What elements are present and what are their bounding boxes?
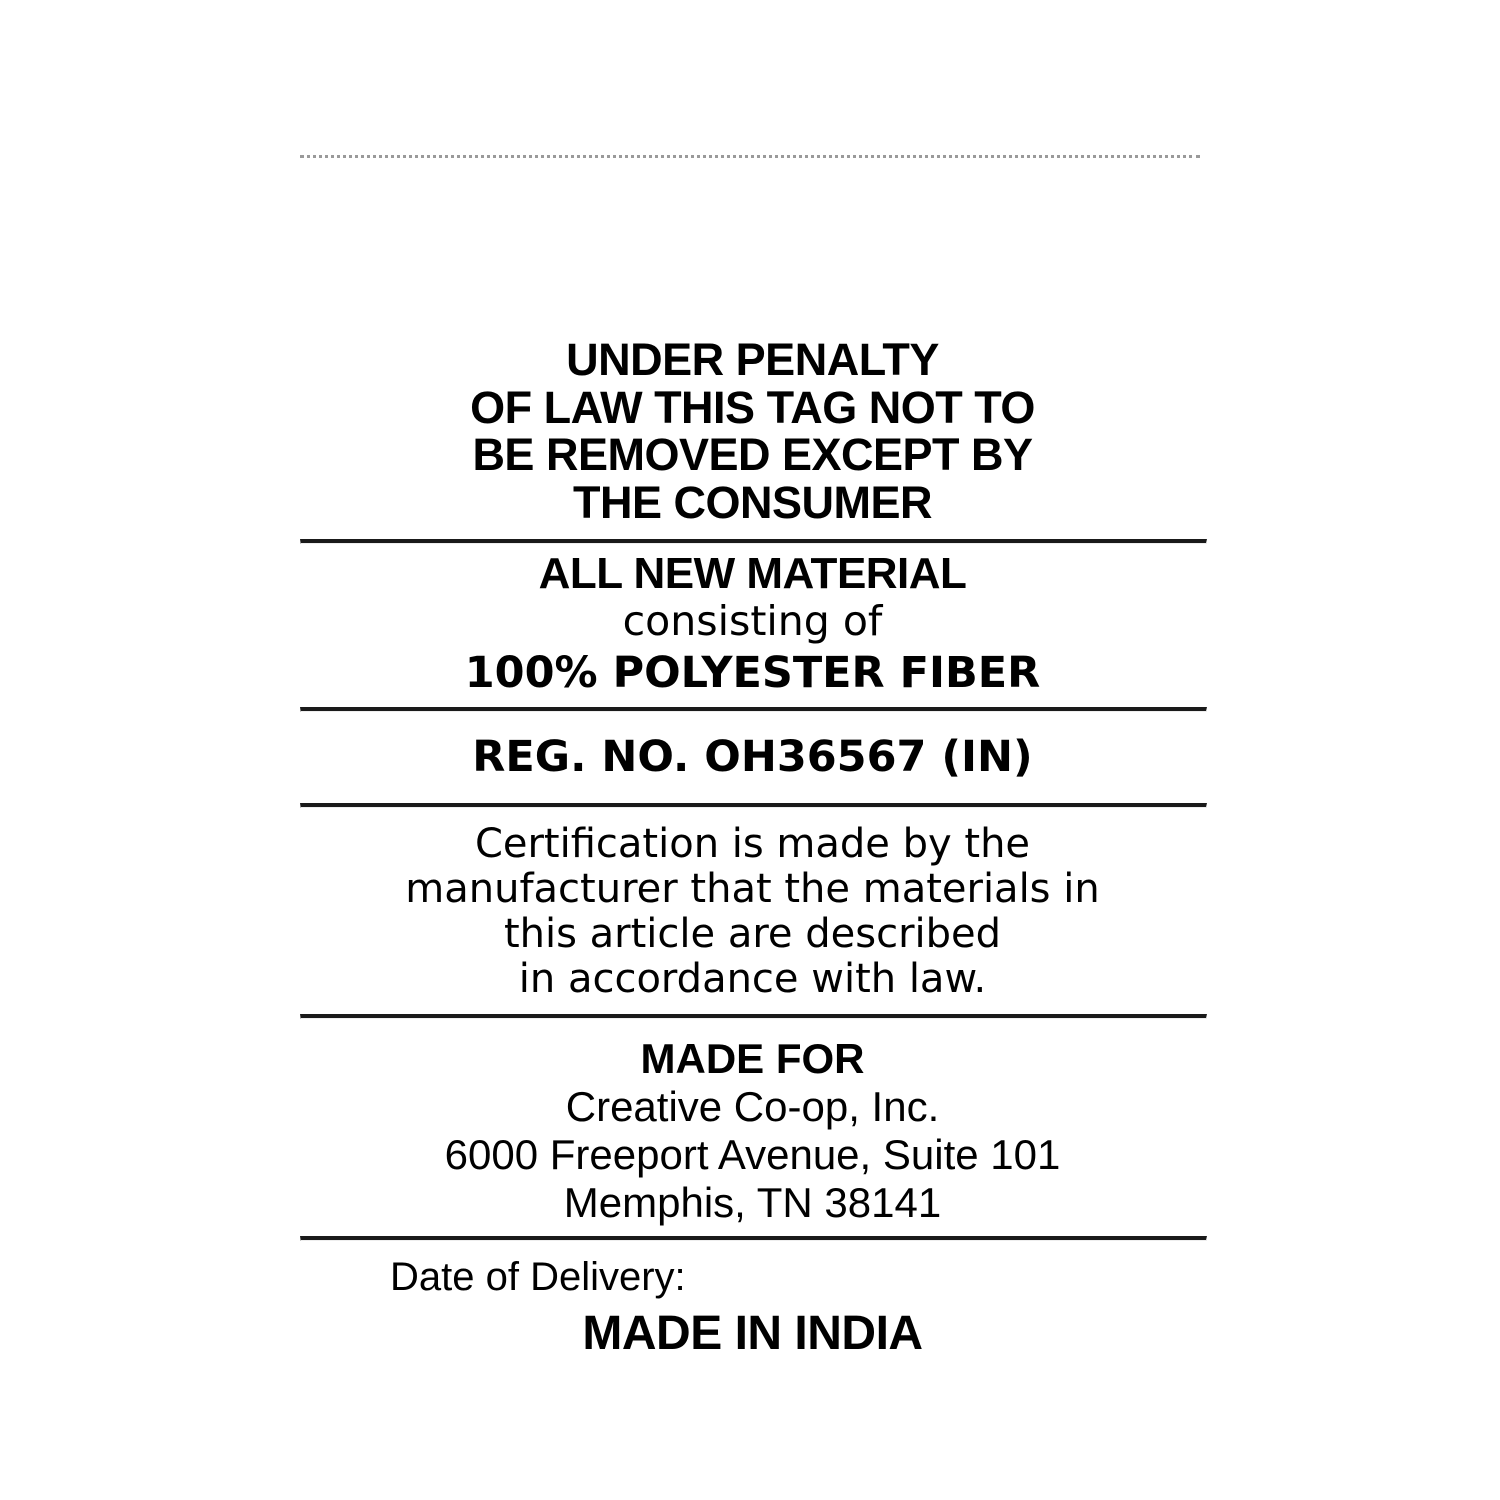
made-for-address-line-1: 6000 Freeport Avenue, Suite 101 — [444, 1130, 1061, 1178]
date-of-delivery-label: Date of Delivery: — [390, 1255, 686, 1300]
made-for-section — [300, 1019, 1205, 1237]
certification-statement — [300, 808, 1205, 1013]
penalty-notice — [300, 330, 1205, 539]
penalty-notice-line-4: THE CONSUMER — [572, 477, 932, 529]
penalty-notice-line-3: BE REMOVED EXCEPT BY — [472, 429, 1033, 481]
material-consisting-label: consisting of — [622, 597, 883, 646]
penalty-notice-line-1: UNDER PENALTY — [566, 334, 939, 385]
material-section — [300, 544, 1205, 707]
registration-section — [300, 712, 1205, 804]
country-of-origin: MADE IN INDIA — [582, 1307, 923, 1361]
made-for-company: Creative Co-op, Inc. — [565, 1082, 940, 1130]
made-for-address-line-2: Memphis, TN 38141 — [563, 1178, 942, 1226]
law-tag — [300, 330, 1205, 1373]
made-for-label: MADE FOR — [640, 1034, 865, 1082]
material-heading: ALL NEW MATERIAL — [538, 548, 967, 598]
penalty-notice-line-2: OF LAW THIS TAG NOT TO — [470, 381, 1035, 433]
registration-number: REG. NO. OH36567 (IN) — [472, 731, 1033, 782]
certification-line-2: manufacturer that the materials in — [405, 866, 1100, 913]
material-content: 100% POLYESTER FIBER — [464, 648, 1041, 699]
certification-line-3: this article are described — [503, 910, 1002, 957]
perforation-dotted-line — [300, 155, 1200, 158]
certification-line-1: Certification is made by the — [474, 821, 1031, 868]
certification-line-4: in accordance with law. — [518, 955, 987, 1002]
